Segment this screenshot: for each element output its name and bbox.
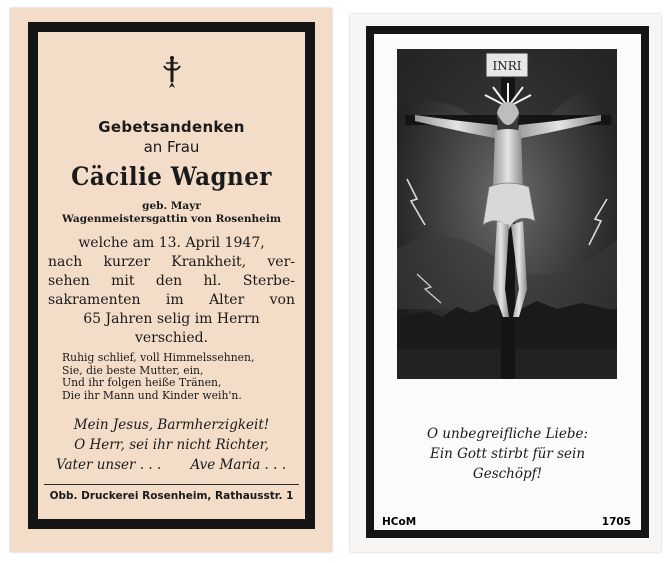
body-line: welche am 13. April 1947,	[78, 235, 265, 251]
prayer-line	[48, 457, 294, 473]
poem-line: Und ihr folgen heiße Tränen,	[62, 376, 222, 389]
prayer-line: Mein Jesus, Barmherzigkeit!	[73, 417, 270, 433]
inri-plaque: INRI	[492, 59, 522, 73]
body-line: sakramenten im Alter von	[48, 292, 295, 308]
black-border-frame	[366, 26, 649, 538]
poem-line: Die ihr Mann und Kinder weih'n.	[62, 388, 242, 402]
body-line: verschied.	[134, 330, 209, 346]
poem-line: Sie, die beste Mutter, ein,	[62, 363, 204, 377]
memorial-card-front	[10, 8, 332, 552]
caption-line: Ein Gott stirbt für sein	[429, 446, 586, 462]
poem	[62, 352, 292, 402]
deceased-name: Cäcilie Wagner	[71, 162, 272, 191]
memorial-card-back	[350, 14, 661, 552]
cross-anchor-icon	[38, 52, 305, 92]
heading: Gebetsandenken	[98, 118, 245, 136]
body-line: sehen mit den hl. Sterbe-	[48, 273, 295, 289]
prayer-ave-maria: Ave Maria . . .	[190, 457, 286, 473]
prayer-vater-unser: Vater unser . . .	[56, 457, 162, 473]
black-border-frame	[28, 22, 315, 529]
body-line: nach kurzer Krankheit, ver-	[48, 254, 295, 270]
printer-imprint: Obb. Druckerei Rosenheim, Rathausstr. 1	[49, 490, 294, 502]
caption-line: O unbegreifliche Liebe:	[426, 426, 589, 442]
heading-sub: an Frau	[143, 138, 200, 156]
card-number: 1705	[601, 516, 631, 528]
body-line: 65 Jahren selig im Herrn	[83, 311, 260, 327]
prayer-line: O Herr, sei ihr nicht Richter,	[74, 437, 269, 453]
publisher-mark: HCoM	[382, 516, 417, 528]
caption	[374, 424, 641, 484]
maiden-name: geb. Mayr	[142, 200, 201, 212]
divider	[44, 484, 299, 485]
caption-line: Geschöpf!	[472, 466, 543, 482]
crucifixion-image	[397, 49, 617, 379]
occupation-title: Wagenmeistersgattin von Rosenheim	[62, 213, 281, 225]
poem-line: Ruhig schlief, voll Himmelssehnen,	[62, 351, 255, 364]
